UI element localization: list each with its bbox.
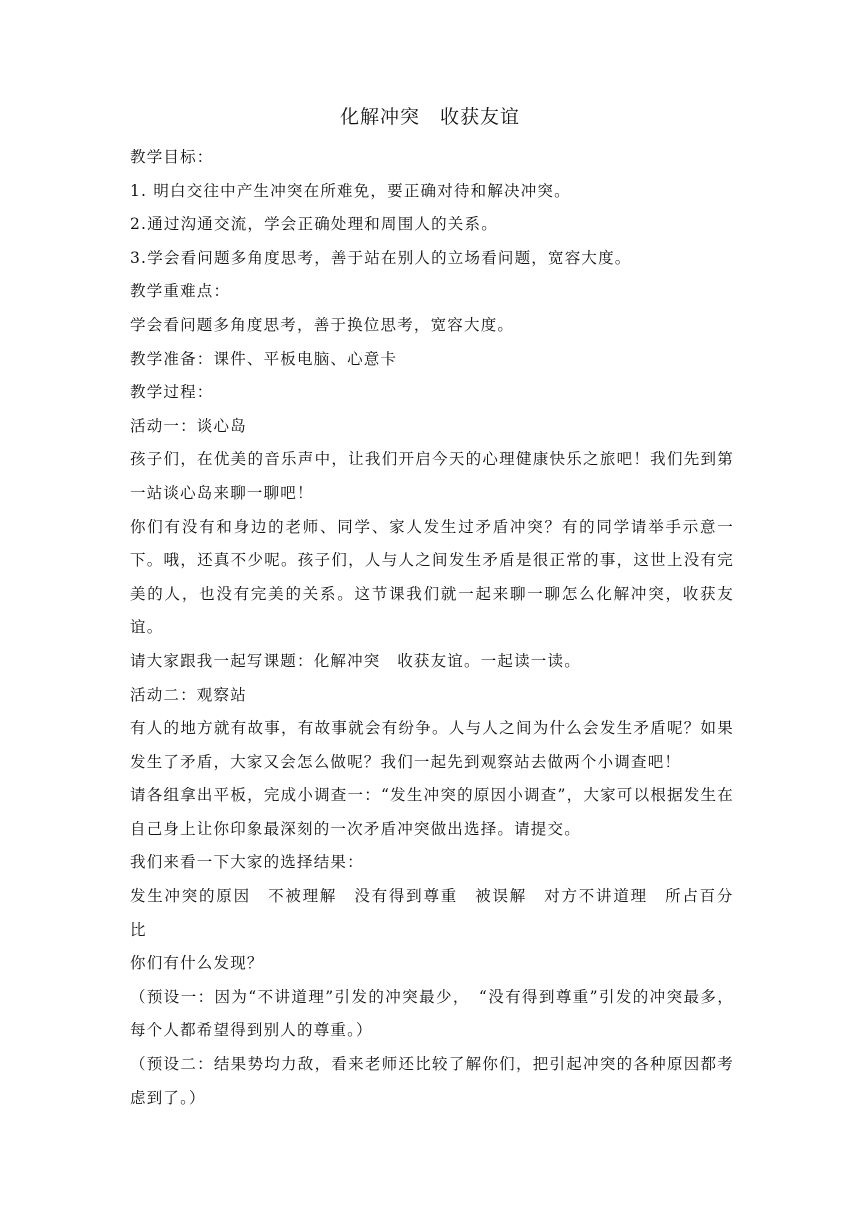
survey-result-row: 发生冲突的原因 不被理解 没有得到尊重 被误解 对方不讲道理 所占百分比 — [130, 887, 734, 939]
body-paragraph: 你们有什么发现？ — [130, 954, 264, 973]
body-paragraph: 你们有没有和身边的老师、同学、家人发生过矛盾冲突？有的同学请举手示意一下。哦，还真不少呢。孩子们，人与人之间发生矛盾是很正常的事，这世上没有完美的人，也没有完美的关系。这节课我们就一起来聊一聊怎么化解冲突，收获友谊。 — [130, 517, 734, 637]
body-paragraph: 我们来看一下大家的选择结果： — [130, 853, 364, 872]
activity-heading-2: 活动二：观察站 — [130, 685, 247, 704]
document-title: 化解冲突 收获友谊 — [339, 106, 520, 128]
goal-item-2: 2.通过沟通交流，学会正确处理和周围人的关系。 — [130, 215, 498, 234]
body-paragraph: 请各组拿出平板，完成小调查一：“发生冲突的原因小调查”，大家可以根据发生在自己身上让你印象最深刻的一次矛盾冲突做出选择。请提交。 — [130, 786, 734, 838]
preset-answer-2: （预设二：结果势均力敌，看来老师还比较了解你们，把引起冲突的各种原因都考虑到了。） — [130, 1055, 734, 1107]
activity-heading-1: 活动一：谈心岛 — [130, 416, 247, 435]
document-body — [130, 141, 734, 1115]
body-paragraph: 孩子们，在优美的音乐声中，让我们开启今天的心理健康快乐之旅吧！我们先到第一站谈心岛来聊一聊吧！ — [130, 450, 734, 502]
goal-item-3: 3.学会看问题多角度思考，善于站在别人的立场看问题，宽容大度。 — [130, 248, 632, 267]
teaching-preparation: 教学准备：课件、平板电脑、心意卡 — [130, 349, 398, 368]
section-heading-process: 教学过程： — [130, 383, 214, 402]
section-heading-teaching-goals: 教学目标： — [130, 148, 214, 166]
body-paragraph: 有人的地方就有故事，有故事就会有纷争。人与人之间为什么会发生矛盾呢？如果发生了矛盾，大家又会怎么做呢？我们一起先到观察站去做两个小调查吧！ — [130, 719, 734, 771]
key-points-text: 学会看问题多角度思考，善于换位思考，宽容大度。 — [130, 315, 515, 334]
goal-item-1: 1. 明白交往中产生冲突在所难免，要正确对待和解决冲突。 — [130, 181, 571, 200]
section-heading-key-points: 教学重难点： — [130, 282, 231, 301]
body-paragraph: 请大家跟我一起写课题：化解冲突 收获友谊。一起读一读。 — [130, 651, 581, 670]
preset-answer-1: （预设一：因为“不讲道理”引发的冲突最少， “没有得到尊重”引发的冲突最多，每个人都希望得到别人的尊重。） — [130, 987, 734, 1040]
